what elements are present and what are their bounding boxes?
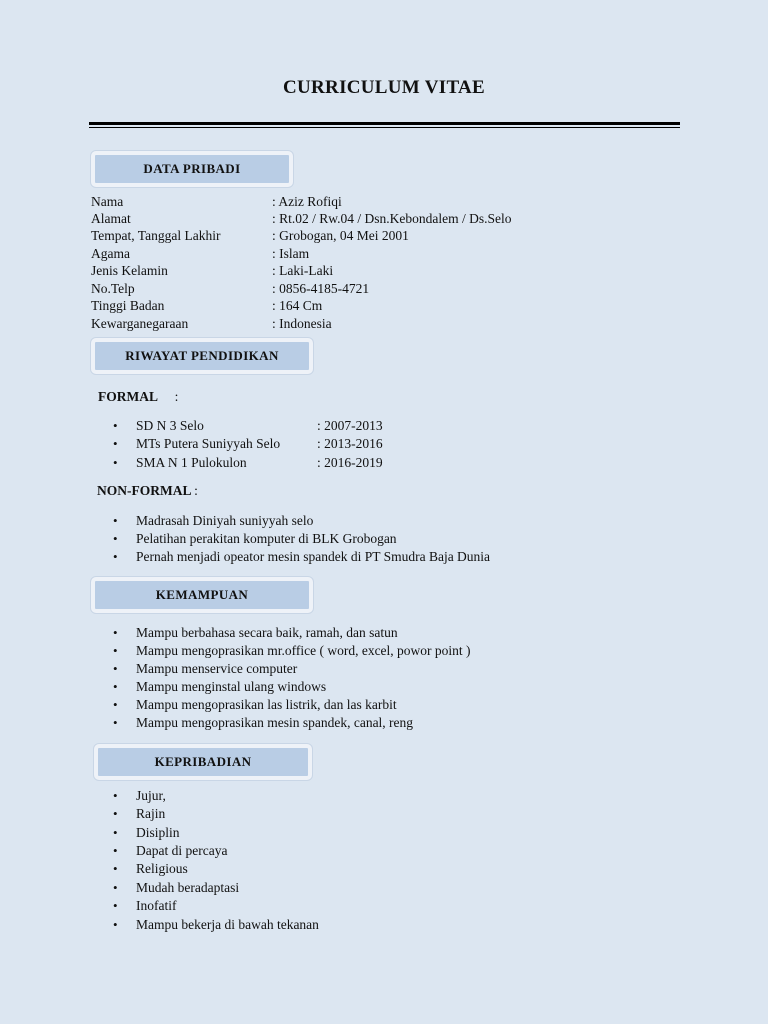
bullet-icon: • — [113, 806, 118, 821]
bullet-icon: • — [113, 788, 118, 803]
field-label: Tempat, Tanggal Lakhir — [91, 228, 221, 243]
trait-item: Mudah beradaptasi — [136, 880, 240, 895]
field-value: : Aziz Rofiqi — [272, 194, 342, 209]
school-years: : 2016-2019 — [317, 455, 383, 470]
bullet-icon: • — [113, 549, 118, 564]
formal-colon: : — [174, 389, 179, 404]
trait-item: Religious — [136, 861, 188, 876]
nonformal-colon: : — [194, 483, 198, 498]
trait-item: Jujur, — [136, 788, 166, 803]
bullet-icon: • — [113, 679, 118, 694]
bullet-icon: • — [113, 455, 118, 470]
bullet-icon: • — [113, 625, 118, 640]
bullet-icon: • — [113, 861, 118, 876]
field-value: : 164 Cm — [272, 298, 323, 313]
skill-item: Mampu menservice computer — [136, 661, 298, 676]
field-label: Nama — [91, 194, 124, 209]
skill-item: Mampu mengoprasikan las listrik, dan las karbit — [136, 697, 397, 712]
field-value: : Indonesia — [272, 316, 332, 331]
skill-item: Mampu menginstal ulang windows — [136, 679, 327, 694]
bullet-icon: • — [113, 843, 118, 858]
trait-item: Inofatif — [136, 898, 177, 913]
bullet-icon: • — [113, 531, 118, 546]
section-header-education: RIWAYAT PENDIDIKAN — [91, 338, 313, 374]
bullet-icon: • — [113, 825, 118, 840]
nonformal-item: Madrasah Diniyah suniyyah selo — [136, 513, 314, 528]
bullet-icon: • — [113, 715, 118, 730]
trait-item: Rajin — [136, 806, 166, 821]
bullet-icon: • — [113, 697, 118, 712]
bullet-icon: • — [113, 643, 118, 658]
bullet-icon: • — [113, 880, 118, 895]
bullet-icon: • — [113, 513, 118, 528]
bullet-icon: • — [113, 661, 118, 676]
field-label: Kewarganegaraan — [91, 316, 189, 331]
school-name: SD N 3 Selo — [136, 418, 204, 433]
field-value: : 0856-4185-4721 — [272, 281, 370, 296]
nonformal-item: Pernah menjadi opeator mesin spandek di PT Smudra Baja Dunia — [136, 549, 491, 564]
trait-item: Mampu bekerja di bawah tekanan — [136, 917, 319, 932]
trait-item: Disiplin — [136, 825, 180, 840]
field-label: Alamat — [91, 211, 131, 226]
nonformal-item: Pelatihan perakitan komputer di BLK Grobogan — [136, 531, 397, 546]
skill-item: Mampu mengoprasikan mr.office ( word, excel, powor point ) — [136, 643, 471, 658]
school-years: : 2013-2016 — [317, 436, 383, 451]
nonformal-label: NON-FORMAL — [97, 483, 191, 498]
title-divider-thin — [89, 127, 680, 128]
formal-heading — [98, 389, 178, 405]
title-divider-thick — [89, 122, 680, 125]
section-header-skills: KEMAMPUAN — [91, 577, 313, 613]
section-header-personality: KEPRIBADIAN — [94, 744, 312, 780]
bullet-icon: • — [113, 436, 118, 451]
bullet-icon: • — [113, 898, 118, 913]
bullet-icon: • — [113, 418, 118, 433]
trait-item: Dapat di percaya — [136, 843, 228, 858]
field-label: Jenis Kelamin — [91, 263, 168, 278]
school-years: : 2007-2013 — [317, 418, 383, 433]
skill-item: Mampu mengoprasikan mesin spandek, canal, reng — [136, 715, 414, 730]
school-name: SMA N 1 Pulokulon — [136, 455, 247, 470]
formal-label: FORMAL — [98, 389, 158, 404]
nonformal-heading — [97, 483, 198, 499]
skill-item: Mampu berbahasa secara baik, ramah, dan satun — [136, 625, 398, 640]
field-value: : Rt.02 / Rw.04 / Dsn.Kebondalem / Ds.Selo — [272, 211, 512, 226]
field-value: : Laki-Laki — [272, 263, 334, 278]
field-label: Agama — [91, 246, 130, 261]
field-value: : Grobogan, 04 Mei 2001 — [272, 228, 409, 243]
field-label: No.Telp — [91, 281, 135, 296]
page-title: CURRICULUM VITAE — [282, 77, 486, 98]
bullet-icon: • — [113, 917, 118, 932]
field-label: Tinggi Badan — [91, 298, 165, 313]
field-value: : Islam — [272, 246, 310, 261]
section-header-personal: DATA PRIBADI — [91, 151, 293, 187]
school-name: MTs Putera Suniyyah Selo — [136, 436, 281, 451]
